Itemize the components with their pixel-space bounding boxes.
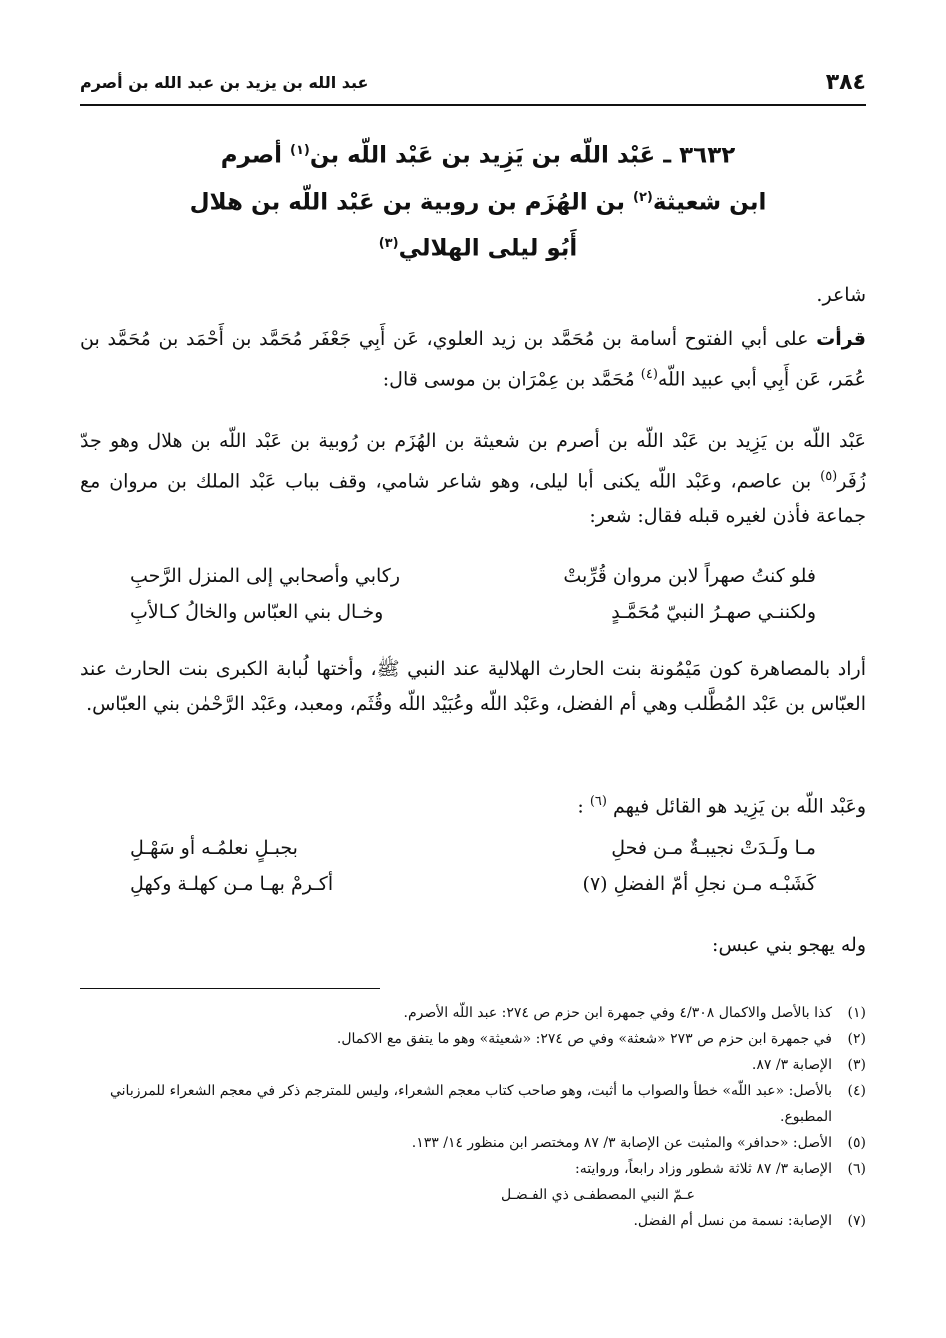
paragraph: شاعر. — [816, 284, 866, 306]
paragraph: وله يهجو بني عبس: — [712, 934, 866, 956]
title-line-2: ابن شعيثة$^{(٢)}$ بن الهُزَم بن روبية بن عَبْد اللّه بن هلال — [189, 189, 767, 216]
footnote: (٣) الإصابة ٣/ ٨٧. — [751, 1057, 866, 1073]
footnote: (٢) في جمهرة ابن حزم ص ٢٧٣ «شعثة» وفي ص ٢٧٤: «شعيثة» وهو ما يتفق مع الاكمال. — [336, 1031, 866, 1047]
verse-line: ولكننـي صهـرُ النبيّ مُحَمَّـدٍ وخـال بني العبّاس والخالُ كـالأبِ — [130, 601, 816, 623]
footnote: (٤) بالأصل: «عبد اللّه» خطأ والصواب ما أثبت، وهو صاحب كتاب معجم الشعراء، وليس للمترجم ذكر في معجم الشعراء للمرزباني المطبوع. — [109, 1083, 866, 1125]
footnote-ref[interactable]: (٢) — [633, 189, 653, 205]
verse-line: مـا ولَـدَتْ نجيبـةٌ مـن فحلِ بجبـلٍ نعلمُـه أو سَهْـلِ — [130, 837, 816, 859]
running-title: عبد الله بن يزيد بن عبد الله بن أصرم — [80, 72, 369, 92]
footnote-separator — [80, 988, 380, 989]
paragraph: أراد بالمصاهرة كون مَيْمُونة بنت الحارث الهلالية عند النبي ﷺ، وأختها لُبابة الكبرى بنت الحارث عند العبّاس بن عَبْد المُطَّلب وهي أم الفضل، وعَبْد اللّه وعُبَيْد اللّه وقُثَم، ومعبد، وعَبْد الرَّحْمٰن بني العبّاس. — [80, 658, 866, 715]
footnote: (٦) الإصابة ٣/ ٨٧ ثلاثة شطور وزاد رابعاً، وروايته: — [575, 1161, 866, 1177]
poem — [130, 558, 816, 630]
verse-line: فلو كنتُ صهراً لابن مروان قُرِّبتْ ركابي وأصحابي إلى المنزل الرَّحبِ — [130, 565, 816, 587]
paragraph: قرأت على أبي الفتوح أسامة بن مُحَمَّد بن زيد العلوي، عَن أَبِي جَعْفَر مُحَمَّد بن أَحْمَد بن مُحَمَّد بن عُمَر، عَن أَبِي أبي عبيد اللّه$^{(٤)}$ مُحَمَّد بن عِمْرَان بن موسى قال: — [80, 328, 866, 391]
paragraph: عَبْد اللّه بن يَزِيد بن عَبْد اللّه بن أصرم بن شعيثة بن الهُزَم بن رُوبية بن عَبْد اللّه بن هلال وهو جدّ زُفَر$^{(٥)}$ بن عاصم، وعَبْد اللّه يكنى أبا ليلى، وهو شاعر شامي، وقف بباب عَبْد الملك بن مروان مع جماعة فأذن لغيره قبله فقال: شعر: — [80, 430, 866, 528]
footnote: (٧) الإصابة: نسمة من نسل أم الفضل. — [633, 1213, 866, 1229]
footnote-ref[interactable]: (٥) — [820, 469, 838, 484]
verse-line: كَشَبْـه مـن نجلِ أمّ الفضلِ (٧) أكـرمْ بهـا مـن كهلـة وكهلِ — [130, 873, 816, 895]
page-number: ٣٨٤ — [825, 69, 866, 95]
running-header — [80, 60, 866, 106]
entry-title — [90, 130, 866, 270]
footnote-ref[interactable]: (٤) — [640, 367, 658, 382]
footnote: (١) كذا بالأصل والاكمال ٤/٣٠٨ وفي جمهرة ابن حزم ص ٢٧٤: عبد اللّه الأصرم. — [403, 1005, 866, 1021]
footnote: (٥) الأصل: «حدافر» والمثبت عن الإصابة ٣/ ٨٧ ومختصر ابن منظور ١٤/ ١٣٣. — [411, 1135, 866, 1151]
title-line-3: أَبُو ليلى الهلالي$^{(٣)}$ — [378, 235, 578, 262]
footnote-ref[interactable]: (٣) — [378, 236, 399, 252]
footnote-ref[interactable]: (٦) — [589, 794, 607, 809]
title-line-1: ٣٦٣٢ ـ عَبْد اللّه بن يَزِيد بن عَبْد اللّه بن$^{(١)}$ أصرم — [220, 142, 736, 169]
poem — [130, 830, 816, 902]
footnote-ref[interactable]: (١) — [290, 143, 310, 158]
paragraph: وعَبْد اللّه بن يَزِيد هو القائل فيهم $^{(٦)}$ : — [577, 794, 866, 818]
footnote-verse: عـمّ النبي المصطفـى ذي الفـضـل — [501, 1187, 695, 1203]
footnotes — [80, 1000, 866, 1234]
